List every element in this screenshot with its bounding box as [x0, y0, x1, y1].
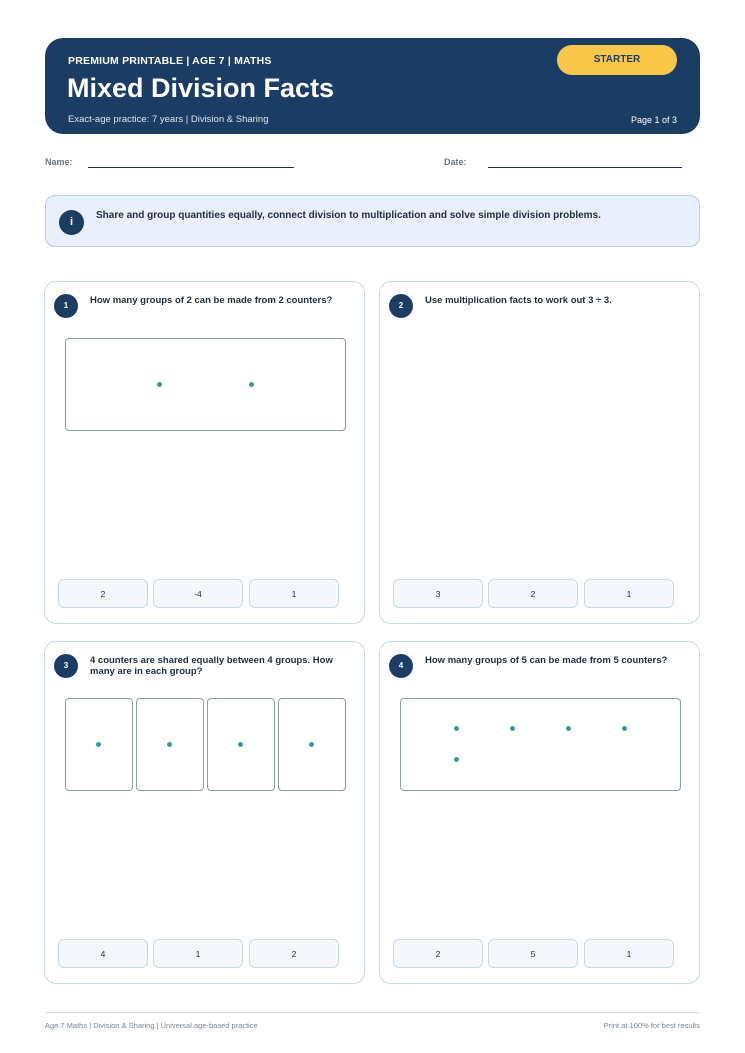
page-indicator: Page 1 of 3 — [630, 115, 677, 125]
header-kicker: PREMIUM PRINTABLE | AGE 7 | MATHS — [68, 55, 272, 67]
worksheet-header — [45, 38, 700, 134]
group-box — [136, 698, 204, 791]
instructions-panel — [45, 195, 700, 247]
answer-option[interactable]: 5 — [488, 939, 578, 968]
question-text: How many groups of 2 can be made from 2 counters? — [90, 295, 333, 306]
info-icon: i — [59, 210, 84, 235]
question-text: Use multiplication facts to work out 3 ÷ 3. — [425, 295, 612, 306]
footer-divider — [45, 1012, 700, 1013]
counter — [157, 382, 162, 387]
counter — [510, 726, 515, 731]
name-field[interactable] — [88, 167, 294, 168]
instructions-text: Share and group quantities equally, connect division to multiplication and solve simple division problems. — [96, 210, 601, 221]
page-title: Mixed Division Facts — [67, 73, 335, 103]
answer-option[interactable]: 2 — [249, 939, 339, 968]
group-box — [65, 698, 133, 791]
counter — [454, 757, 459, 762]
answer-option[interactable]: 2 — [58, 579, 148, 608]
counter — [96, 742, 101, 747]
footer-left: Age 7 Maths | Division & Sharing | Universal age-based practice — [45, 1021, 258, 1030]
question-card-2 — [379, 281, 700, 624]
header-subtitle: Exact-age practice: 7 years | Division & Sharing — [68, 114, 269, 125]
answer-option[interactable]: 2 — [393, 939, 483, 968]
counter — [454, 726, 459, 731]
question-number: 2 — [389, 294, 413, 318]
counter — [167, 742, 172, 747]
question-card-4 — [379, 641, 700, 984]
counter — [566, 726, 571, 731]
question-text: How many groups of 5 can be made from 5 counters? — [425, 655, 668, 666]
name-label: Name: — [45, 157, 73, 167]
group-box — [278, 698, 346, 791]
counter — [249, 382, 254, 387]
question-number: 3 — [54, 654, 78, 678]
footer-right: Print at 100% for best results — [603, 1021, 700, 1030]
question-number: 1 — [54, 294, 78, 318]
answer-option[interactable]: 1 — [584, 579, 674, 608]
question-card-1 — [44, 281, 365, 624]
answer-option[interactable]: 3 — [393, 579, 483, 608]
question-text: 4 counters are shared equally between 4 groups. How many are in each group? — [90, 655, 333, 677]
date-label: Date: — [444, 157, 467, 167]
group-box — [207, 698, 275, 791]
answer-option[interactable]: -4 — [153, 579, 243, 608]
question-number: 4 — [389, 654, 413, 678]
counter — [309, 742, 314, 747]
counter — [622, 726, 627, 731]
answer-option[interactable]: 4 — [58, 939, 148, 968]
answer-option[interactable]: 1 — [584, 939, 674, 968]
counter — [238, 742, 243, 747]
answer-option[interactable]: 1 — [153, 939, 243, 968]
answer-option[interactable]: 2 — [488, 579, 578, 608]
question-card-3 — [44, 641, 365, 984]
counter-box — [400, 698, 681, 791]
answer-option[interactable]: 1 — [249, 579, 339, 608]
level-badge: STARTER — [557, 45, 677, 75]
counter-box — [65, 338, 346, 431]
date-field[interactable] — [488, 167, 682, 168]
